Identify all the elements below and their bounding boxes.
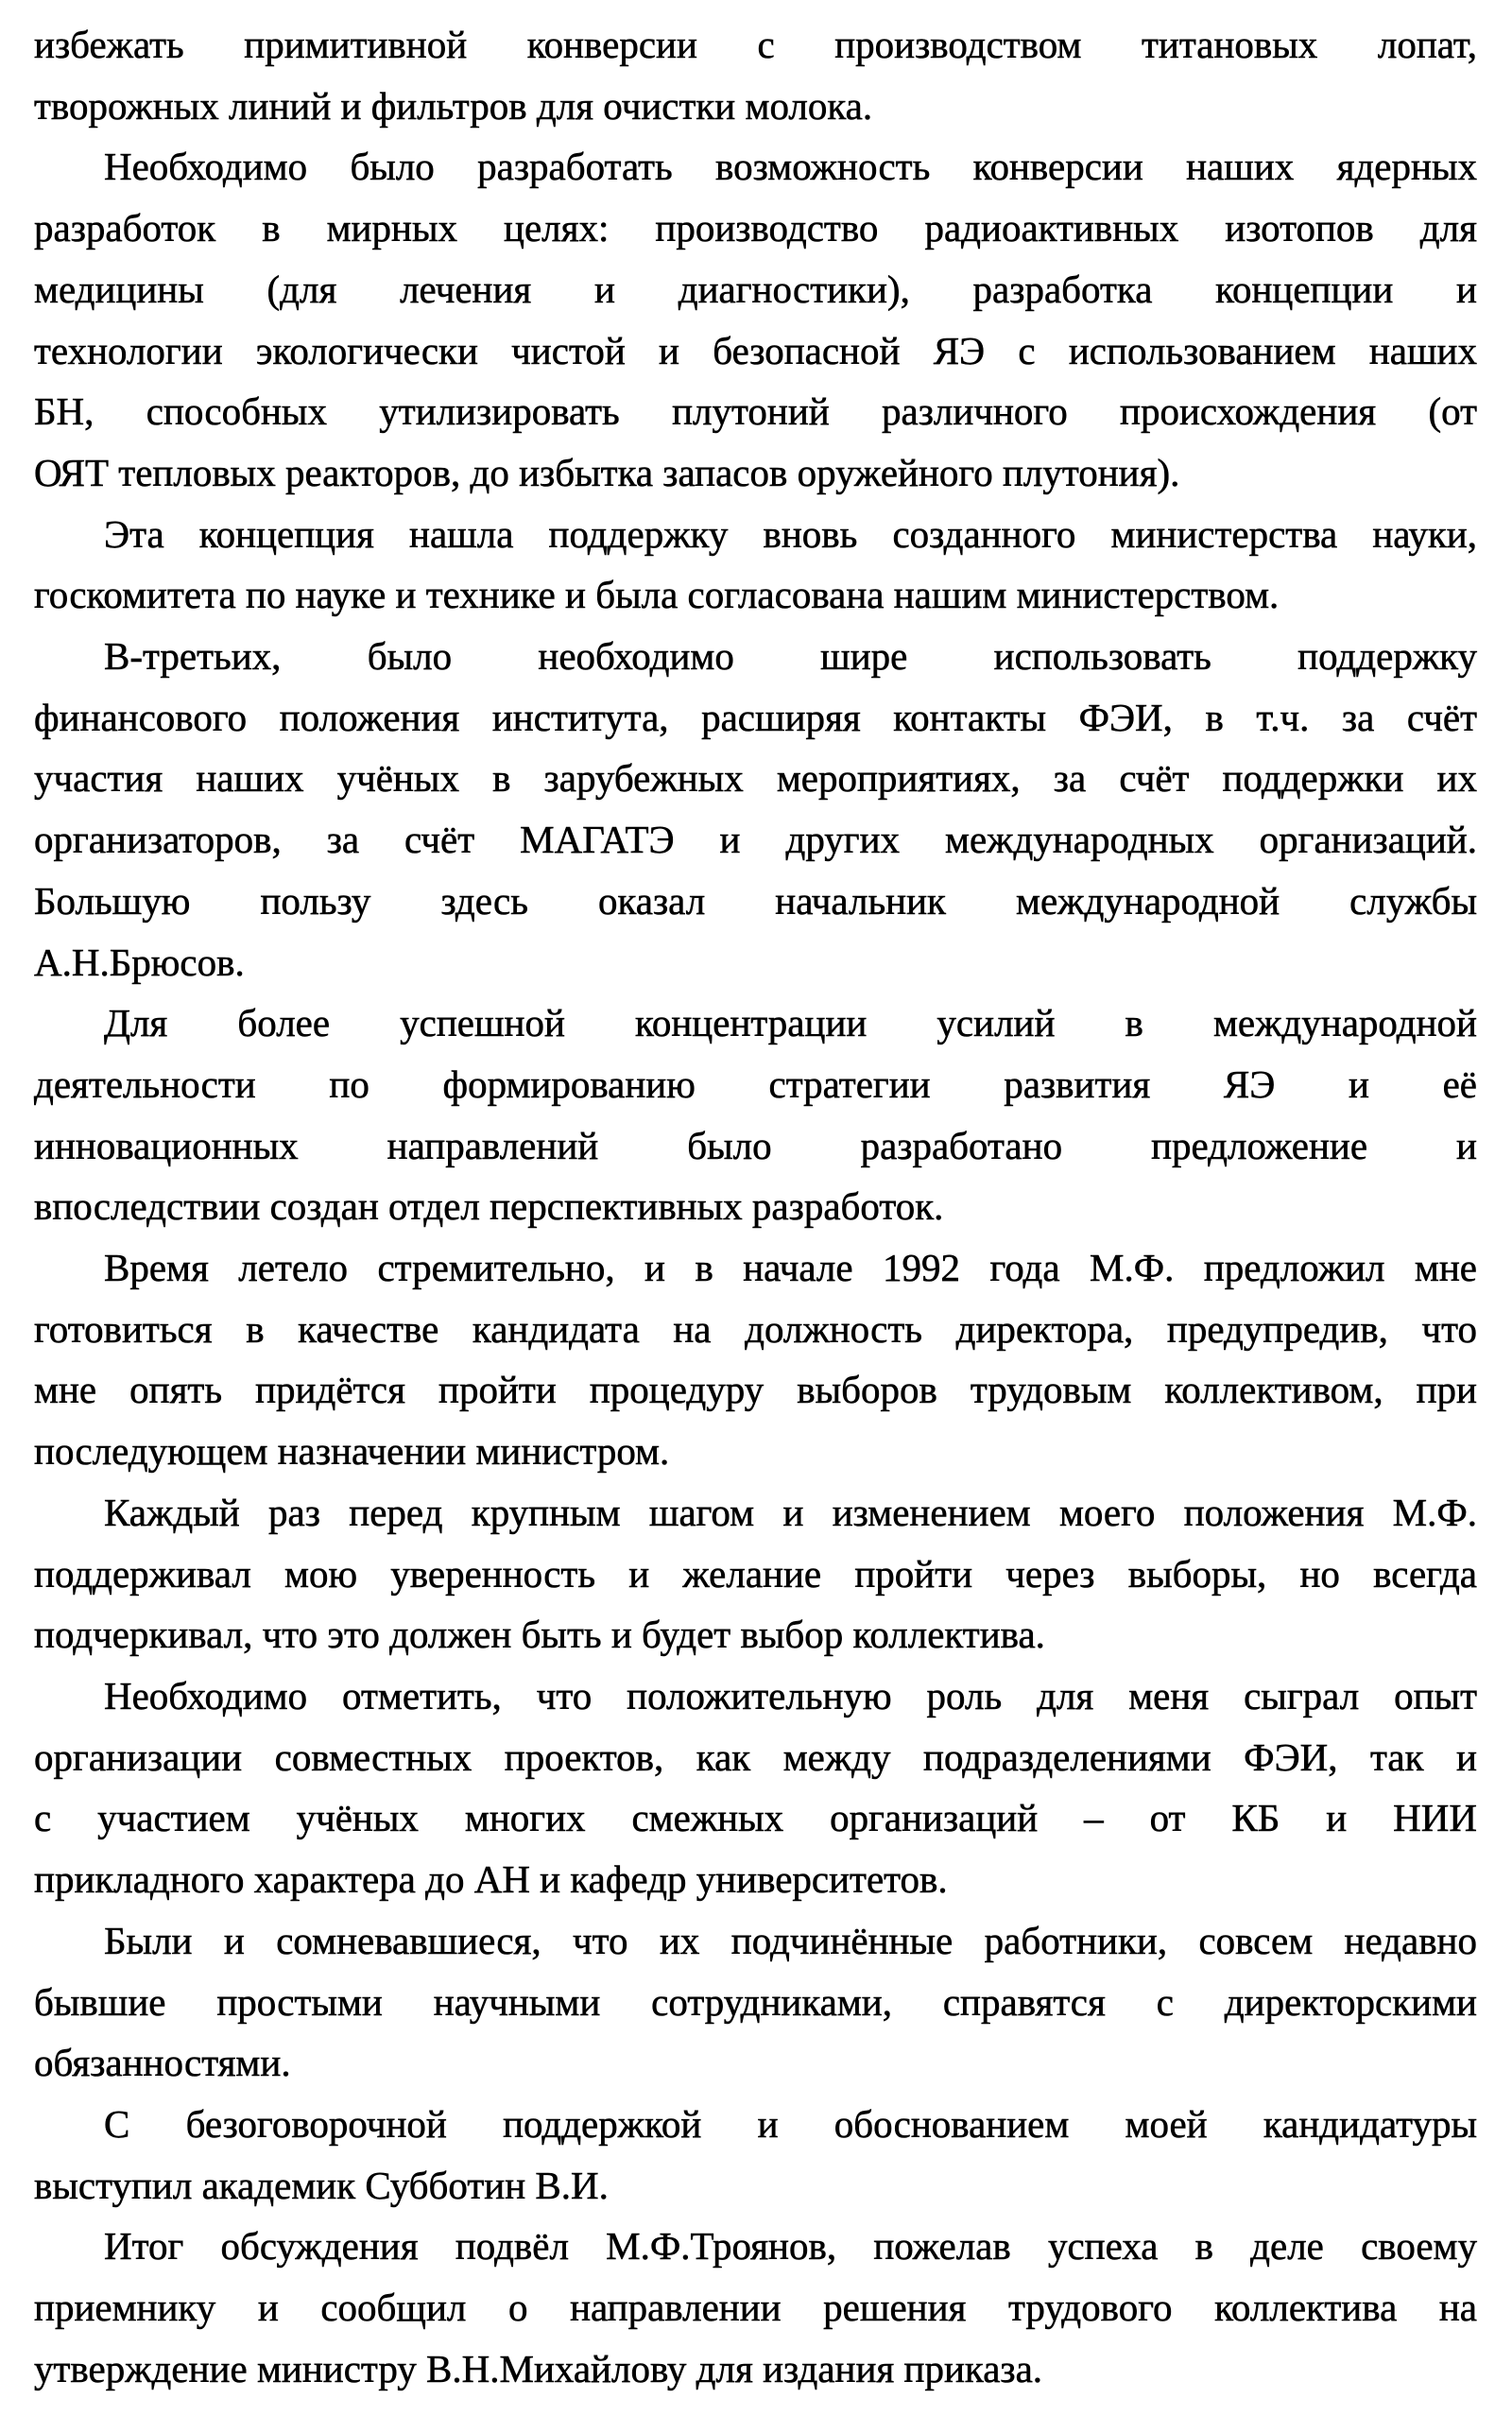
text-line: выступил академик Субботин В.И. [34,2163,609,2207]
text-line: Время летело стремительно, и в начале 1992 года М.Ф. предложил мне [104,1246,1477,1290]
paragraph [34,992,1477,1237]
paragraph [34,1237,1477,1482]
text-line: впоследствии создан отдел перспективных разработок. [34,1184,944,1229]
text-line: Каждый раз перед крупным шагом и изменением моего положения М.Ф. [104,1490,1477,1534]
text-line: А.Н.Брюсов. [34,940,245,984]
text-line: бывшие простыми научными сотрудниками, справятся с директорскими [34,1979,1477,2024]
paragraph [34,14,1477,136]
paragraph [34,2094,1477,2216]
text-line: БН, способных утилизировать плутоний различного происхождения (от [34,389,1477,434]
paragraph [34,1665,1477,1910]
text-line: избежать примитивной конверсии с производством титановых лопат, [34,23,1477,66]
text-line: разработок в мирных целях: производство радиоактивных изотопов для [34,206,1477,250]
text-line: поддерживал мою уверенность и желание пройти через выборы, но всегда [34,1551,1477,1596]
text-line: ОЯТ тепловых реакторов, до избытка запасов оружейного плутония). [34,450,1180,494]
text-line: инновационных направлений было разработано предложение и [34,1123,1477,1167]
text-line: деятельности по формированию стратегии развития ЯЭ и её [34,1061,1477,1106]
text-line: готовиться в качестве кандидата на должность директора, предупредив, что [34,1306,1477,1351]
text-line: обязанностями. [34,2041,291,2085]
paragraph [34,1482,1477,1665]
paragraph [34,626,1477,992]
text-line: Необходимо отметить, что положительную роль для меня сыграл опыт [104,1673,1477,1717]
text-line: технологии экологически чистой и безопасной ЯЭ с использованием наших [34,328,1477,372]
text-line: последующем назначении министром. [34,1429,670,1474]
paragraph [34,504,1477,626]
text-line: Для более успешной концентрации усилий в международной [104,1001,1477,1045]
text-line: госкомитета по науке и технике и была согласована нашим министерством. [34,573,1280,617]
text-line: Большую пользу здесь оказал начальник международной службы [34,878,1477,923]
text-line: С безоговорочной поддержкой и обоснованием моей кандидатуры [104,2101,1477,2146]
text-line: прикладного характера до АН и кафедр университетов. [34,1857,948,1902]
text-line: финансового положения института, расширяя контакты ФЭИ, в т.ч. за счёт [34,695,1477,739]
text-line: В-третьих, было необходимо шире использовать поддержку [104,634,1477,679]
text-line: с участием учёных многих смежных организаций – от КБ и НИИ [34,1796,1477,1840]
paragraph [34,136,1477,503]
text-line: Эта концепция нашла поддержку вновь созданного министерства науки, [104,511,1477,556]
text-line: организаторов, за счёт МАГАТЭ и других международных организаций. [34,818,1477,862]
text-line: Итог обсуждения подвёл М.Ф.Троянов, пожелав успеха в деле своему [104,2224,1477,2269]
paragraph [34,2216,1477,2399]
text-line: приемнику и сообщил о направлении решения трудового коллектива на [34,2286,1477,2330]
paragraph [34,1910,1477,2094]
text-line: подчеркивал, что это должен быть и будет выбор коллектива. [34,1613,1045,1657]
text-line: утверждение министру В.Н.Михайлову для издания приказа. [34,2346,1043,2390]
text-line: Были и сомневавшиеся, что их подчинённые работники, совсем недавно [104,1918,1477,1962]
text-line: медицины (для лечения и диагностики), разработка концепции и [34,267,1477,311]
text-line: организации совместных проектов, как между подразделениями ФЭИ, так и [34,1734,1477,1779]
text-line: творожных линий и фильтров для очистки молока. [34,83,873,128]
text-line: мне опять придётся пройти процедуру выборов трудовым коллективом, при [34,1368,1477,1412]
text-line: Необходимо было разработать возможность конверсии наших ядерных [104,145,1477,189]
text-line: участия наших учёных в зарубежных мероприятиях, за счёт поддержки их [34,756,1477,801]
